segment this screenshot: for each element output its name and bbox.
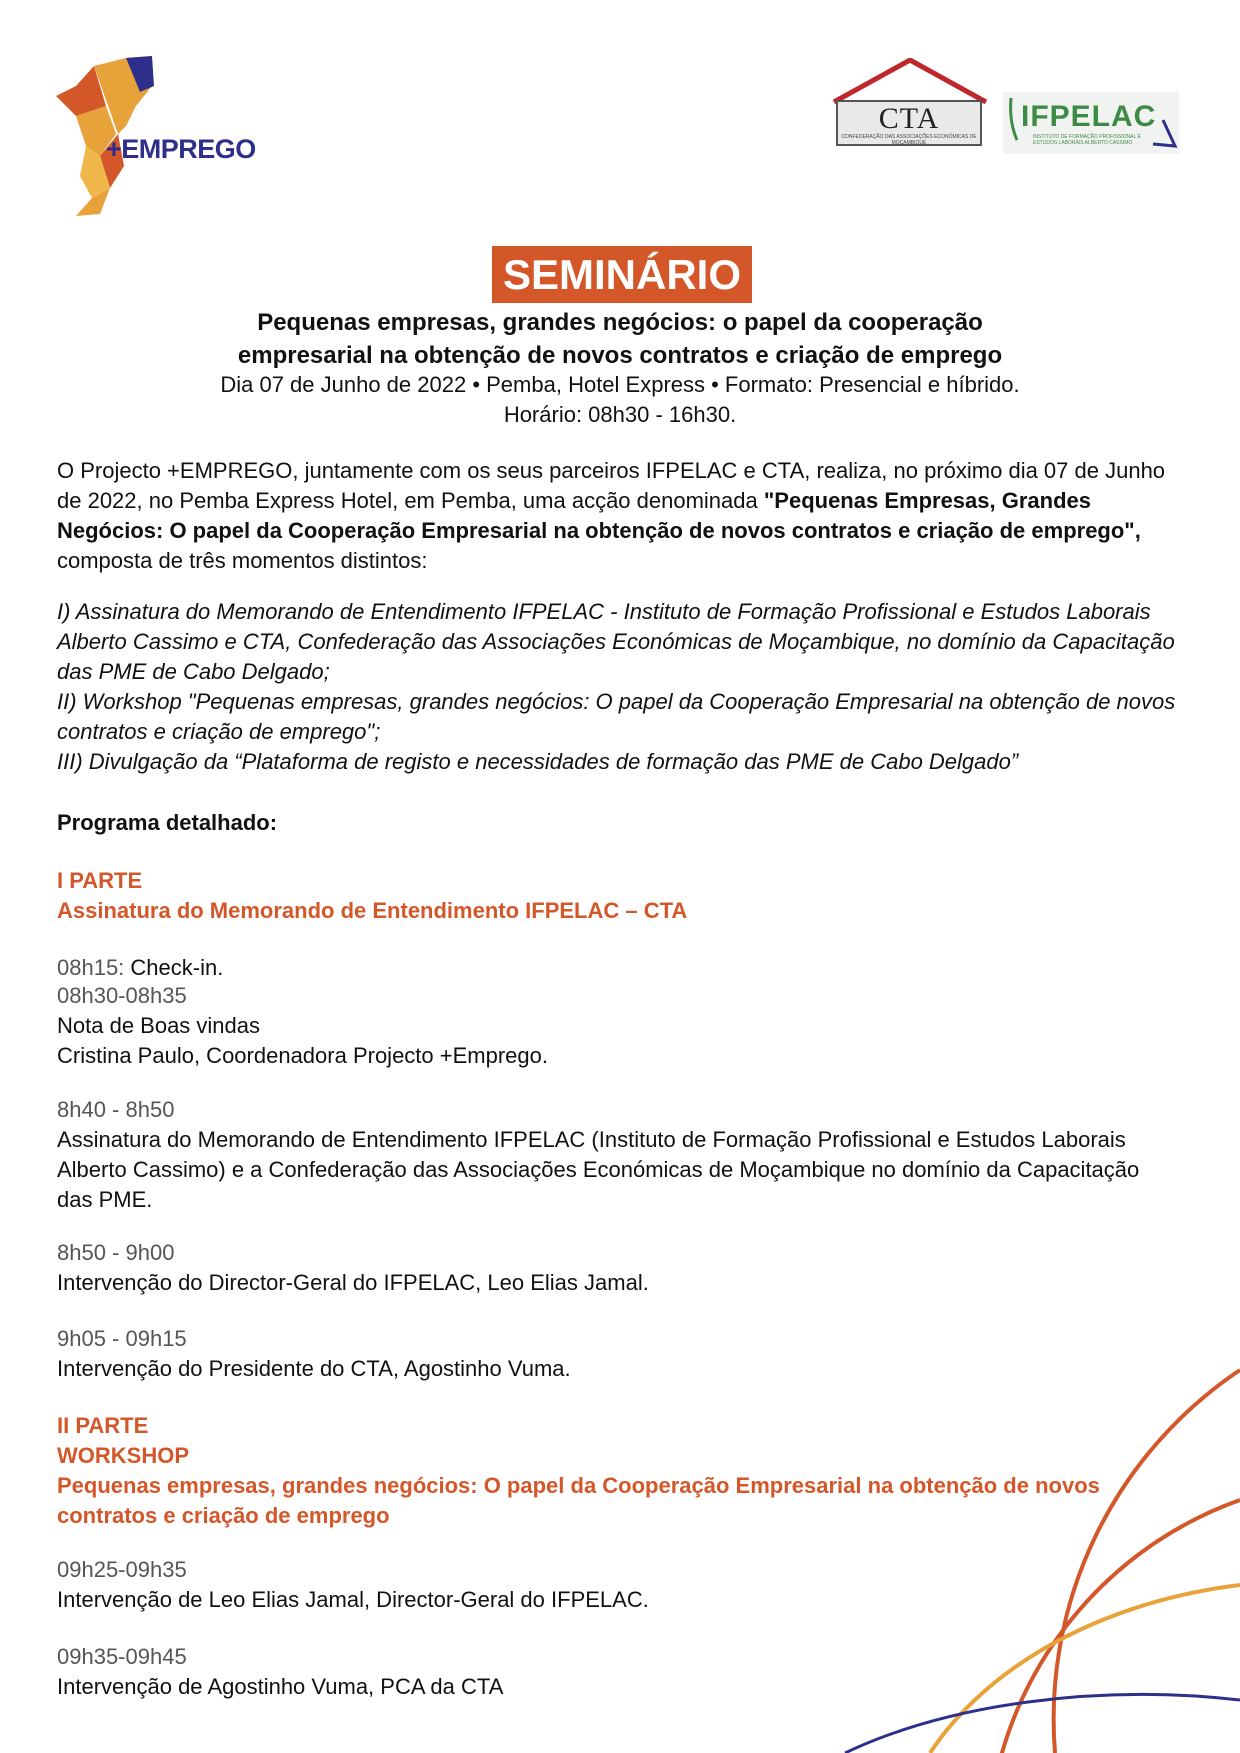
agenda-time: 9h05 - 09h15 xyxy=(57,1326,187,1351)
agenda-item xyxy=(57,1324,1177,1384)
agenda-item xyxy=(57,1238,1177,1298)
agenda-text: Intervenção de Agostinho Vuma, PCA da CTA xyxy=(57,1674,504,1699)
roof-icon xyxy=(830,58,990,106)
ifpelac-logo-text: IFPELAC xyxy=(1021,100,1157,133)
part2-title: Pequenas empresas, grandes negócios: O papel da Cooperação Empresarial na obtenção de novos contratos e criação de emprego xyxy=(57,1473,1100,1528)
date-line: Dia 07 de Junho de 2022 • Pemba, Hotel Express • Formato: Presencial e híbrido. xyxy=(220,372,1020,397)
agenda-time: 08h15: xyxy=(57,955,125,980)
emprego-logo xyxy=(56,56,276,221)
intro-bold-title: "Pequenas Empresas, Grandes Negócios: O papel da Cooperação Empresarial na obtenção de novos contratos e criação de emprego", xyxy=(57,488,1141,543)
agenda-time: 08h30-08h35 xyxy=(57,983,187,1008)
agenda-text: Intervenção do Presidente do CTA, Agostinho Vuma. xyxy=(57,1356,571,1381)
agenda-item xyxy=(57,953,1177,983)
part1-heading xyxy=(57,866,1177,926)
intro-paragraph xyxy=(57,456,1177,576)
agenda-text: Check-in. xyxy=(124,955,224,980)
subtitle-line-1: Pequenas empresas, grandes negócios: o papel da cooperação xyxy=(257,309,983,336)
cta-logo-text: CTA xyxy=(878,102,940,135)
agenda-text: Intervenção do Director-Geral do IFPELAC, Leo Elias Jamal. xyxy=(57,1270,649,1295)
part2-sublabel: WORKSHOP xyxy=(57,1443,189,1468)
ifpelac-logo-subtext: INSTITUTO DE FORMAÇÃO PROFISSIONAL E ESTUDOS LABORAIS ALBERTO CASSIMO xyxy=(1033,134,1141,146)
moment-item: III) Divulgação da “Plataforma de registo e necessidades de formação das PME de Cabo Delgado” xyxy=(57,749,1019,774)
agenda-text: Intervenção de Leo Elias Jamal, Director-Geral do IFPELAC. xyxy=(57,1587,649,1612)
moment-item: I) Assinatura do Memorando de Entendimento IFPELAC - Instituto de Formação Profissional e Estudos Laborais Alberto Cassimo e CTA, Confederação das Associações Económicas de Moçambique, no domínio da Capacitação das PME de Cabo Delgado; xyxy=(57,599,1175,684)
emprego-logo-text: +EMPREGO xyxy=(106,134,256,164)
agenda-text: Assinatura do Memorando de Entendimento IFPELAC (Instituto de Formação Profissional e Estudos Laborais Alberto Cassimo) e a Confederação das Associações Económicas de Moçambique no domínio da Capacitação das PME. xyxy=(57,1127,1140,1212)
agenda-item xyxy=(57,1642,1177,1702)
cta-logo xyxy=(830,58,990,150)
agenda-item xyxy=(57,1095,1177,1215)
agenda-item xyxy=(57,981,1177,1071)
cta-logo-subtext: CONFEDERAÇÃO DAS ASSOCIAÇÕES ECONÓMICAS DE MOÇAMBIQUE xyxy=(841,134,977,146)
moments-list xyxy=(57,597,1177,777)
intro-text-end: composta de três momentos distintos: xyxy=(57,548,428,573)
seminario-badge: SEMINÁRIO xyxy=(492,246,752,303)
swoosh-icon xyxy=(1003,92,1179,154)
part1-title: Assinatura do Memorando de Entendimento IFPELAC – CTA xyxy=(57,898,688,923)
time-line: Horário: 08h30 - 16h30. xyxy=(503,402,737,427)
agenda-time: 8h40 - 8h50 xyxy=(57,1097,175,1122)
event-info xyxy=(120,370,1120,430)
part1-label: I PARTE xyxy=(57,868,143,893)
moment-item: II) Workshop "Pequenas empresas, grandes negócios: O papel da Cooperação Empresarial na obtenção de novos contratos e criação de emprego"; xyxy=(57,689,1176,744)
part2-heading xyxy=(57,1411,1127,1531)
intro-text: O Projecto +EMPREGO, juntamente com os seus parceiros IFPELAC e CTA, realiza, no próximo dia 07 de Junho de 2022, no Pemba Express Hotel, em Pemba, uma acção denominada xyxy=(57,458,1166,513)
subtitle-line-2: empresarial na obtenção de novos contratos e criação de emprego xyxy=(237,342,1003,369)
agenda-text: Cristina Paulo, Coordenadora Projecto +Emprego. xyxy=(57,1043,548,1068)
agenda-time: 09h25-09h35 xyxy=(57,1557,187,1582)
ifpelac-logo xyxy=(1003,92,1179,154)
agenda-item xyxy=(57,1555,1177,1615)
agenda-time: 09h35-09h45 xyxy=(57,1644,187,1669)
seminar-subtitle xyxy=(120,306,1120,372)
agenda-time: 8h50 - 9h00 xyxy=(57,1240,175,1265)
programa-heading: Programa detalhado: xyxy=(57,810,278,835)
agenda-text: Nota de Boas vindas xyxy=(57,1013,261,1038)
part2-label: II PARTE xyxy=(57,1413,149,1438)
